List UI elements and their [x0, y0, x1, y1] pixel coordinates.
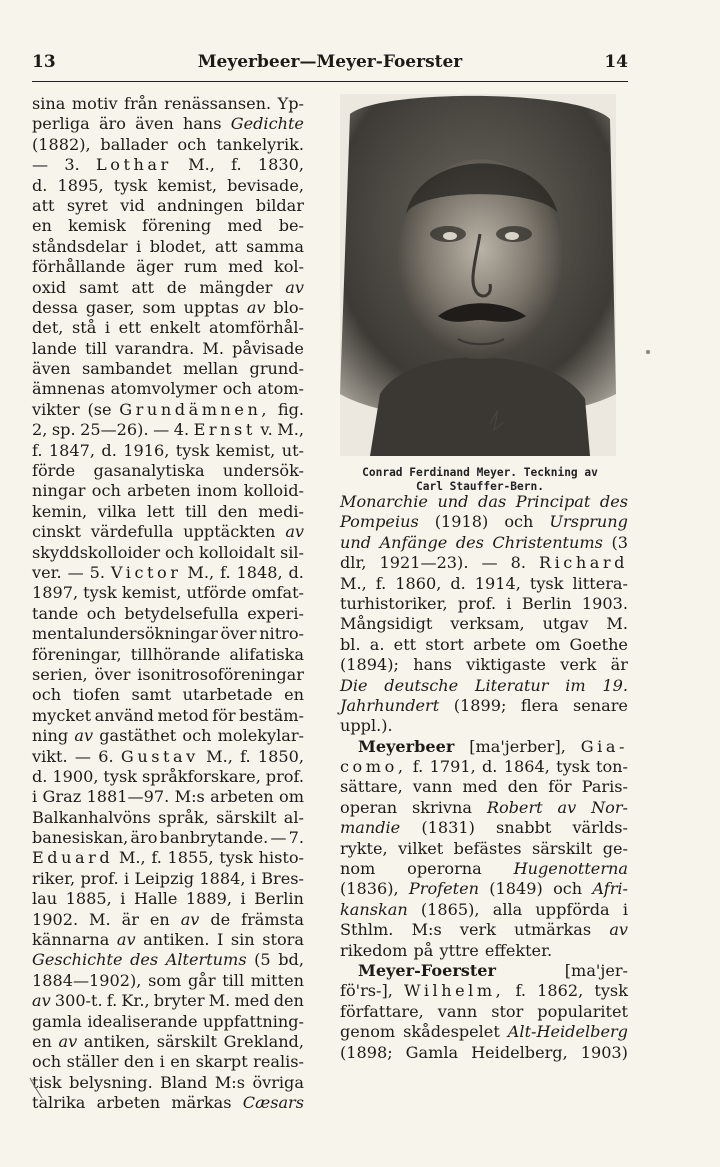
right-page-number: 14	[604, 52, 628, 72]
left-text-line: 1897, tysk kemist, utförde omfat-	[32, 583, 304, 603]
left-text-line: Geschichte des Altertums (5 bd,	[32, 950, 304, 970]
left-text-line: och ställer den i en skarpt realis-	[32, 1052, 304, 1072]
left-text-line: och tiofen samt utarbetade en	[32, 685, 304, 705]
left-text-line: lau 1885, i Halle 1889, i Berlin	[32, 889, 304, 909]
right-text-line: Meyerbeer [ma'jerber], Gia-	[358, 736, 628, 756]
right-text-line: sättare, vann med den för Paris-	[340, 777, 628, 797]
right-column	[340, 492, 628, 1063]
left-text-line: förhållande äger rum med kol-	[32, 257, 304, 277]
right-text-line: Sthlm. M:s verk utmärkas av	[340, 920, 628, 940]
left-text-line: ämnenas atomvolymer och atom-	[32, 379, 304, 399]
left-text-line: banesiskan, äro banbrytande. — 7.	[32, 828, 304, 848]
left-text-line: tisk belysning. Bland M:s övriga	[32, 1072, 304, 1092]
left-text-line: lande till varandra. M. påvisade	[32, 338, 304, 358]
portrait-drawing	[340, 94, 616, 456]
left-text-line: kännarna av antiken. I sin stora	[32, 930, 304, 950]
right-text-line: dlr, 1921—23). — 8. Richard	[340, 553, 628, 573]
right-text-line: kanskan (1865), alla uppförda i	[340, 899, 628, 919]
right-text-line: (1894); hans viktigaste verk är	[340, 655, 628, 675]
left-text-line: även sambandet mellan grund-	[32, 359, 304, 379]
portrait-caption	[330, 466, 630, 494]
right-text-line: rykte, vilket befästes särskilt ge-	[340, 838, 628, 858]
left-text-line: Eduard M., f. 1855, tysk histo-	[32, 848, 304, 868]
right-text-line: författare, vann stor popularitet	[340, 1001, 628, 1021]
left-text-line: sina motiv från renässansen. Yp-	[32, 94, 304, 113]
left-text-line: dessa gaser, som upptas av blo-	[32, 297, 304, 317]
left-page-number: 13	[32, 52, 56, 72]
right-text-line: (1898; Gamla Heidelberg, 1903)	[340, 1042, 628, 1062]
right-text-line: mandie (1831) snabbt världs-	[340, 818, 628, 838]
right-text-line: turhistoriker, prof. i Berlin 1903.	[340, 593, 628, 613]
left-text-line: serien, över isonitrosoföreningar	[32, 664, 304, 684]
left-text-line: att syret vid andningen bildar	[32, 195, 304, 215]
left-text-line: vikter (se Grundämnen, fig.	[32, 399, 304, 419]
left-text-line: talrika arbeten märkas Cæsars	[32, 1093, 304, 1113]
right-text-line: M., f. 1860, d. 1914, tysk littera-	[340, 573, 628, 593]
right-text-line: genom skådespelet Alt-Heidelberg	[340, 1022, 628, 1042]
left-text-line: i Graz 1881—97. M:s arbeten om	[32, 787, 304, 807]
right-text-line: Jahrhundert (1899; flera senare	[340, 695, 628, 715]
left-text-line: gamla idealiserande uppfattning-	[32, 1011, 304, 1031]
right-text-line: (1836), Profeten (1849) och Afri-	[340, 879, 628, 899]
left-text-line: förde gasanalytiska undersök-	[32, 461, 304, 481]
right-text-line: Meyer-Foerster [ma'jer-	[358, 960, 628, 980]
left-text-line: en kemisk förening med be-	[32, 216, 304, 236]
left-text-line: föreningar, tillhörande alifatiska	[32, 644, 304, 664]
right-text-line: uppl.).	[340, 716, 393, 736]
left-text-line: ver. — 5. Victor M., f. 1848, d.	[32, 562, 304, 582]
left-text-line: perliga äro även hans Gedichte	[32, 114, 304, 134]
right-text-line: nom operorna Hugenotterna	[340, 859, 628, 879]
running-title: Meyerbeer—Meyer-Foerster	[197, 52, 463, 72]
left-text-line: d. 1895, tysk kemist, bevisade,	[32, 175, 304, 195]
left-text-line: 2, sp. 25—26). — 4. Ernst v. M.,	[32, 420, 304, 440]
left-text-line: Balkanhalvöns språk, särskilt al-	[32, 807, 304, 827]
left-text-line: riker, prof. i Leipzig 1884, i Bres-	[32, 868, 304, 888]
left-text-line: mycket använd metod för bestäm-	[32, 705, 304, 725]
left-text-line: 1902. M. är en av de främsta	[32, 909, 304, 929]
right-text-line: Monarchie und das Principat des	[340, 492, 628, 511]
left-text-line: en av antiken, särskilt Grekland,	[32, 1031, 304, 1051]
left-text-line: mentalundersökningar över nitro-	[32, 624, 304, 644]
right-text-line: como, f. 1791, d. 1864, tysk ton-	[340, 757, 628, 777]
left-text-line: d. 1900, tysk språkforskare, prof.	[32, 766, 304, 786]
left-text-line: vikt. — 6. Gustav M., f. 1850,	[32, 746, 304, 766]
left-text-line: — 3. Lothar M., f. 1830,	[32, 155, 304, 175]
left-text-line: det, stå i ett enkelt atomförhål-	[32, 318, 304, 338]
caption-line-1: Conrad Ferdinand Meyer. Teckning av	[362, 466, 598, 479]
right-text-line: Pompeius (1918) och Ursprung	[340, 512, 628, 532]
left-text-line: 1884—1902), som går till mitten	[32, 970, 304, 990]
left-text-line: f. 1847, d. 1916, tysk kemist, ut-	[32, 440, 304, 460]
right-text-line: und Anfänge des Christentums (3	[340, 532, 628, 552]
left-text-line: cinskt värdefulla upptäckten av	[32, 522, 304, 542]
left-text-line: ståndsdelar i blodet, att samma	[32, 236, 304, 256]
right-text-line: fö'rs-], Wilhelm, f. 1862, tysk	[340, 981, 628, 1001]
left-text-line: tande och betydelsefulla experi-	[32, 603, 304, 623]
left-text-line: skyddskolloider och kolloidalt sil-	[32, 542, 304, 562]
right-text-line: Die deutsche Literatur im 19.	[340, 675, 628, 695]
running-header	[32, 52, 628, 72]
left-text-line: ning av gastäthet och molekylar-	[32, 726, 304, 746]
portrait-sketch	[340, 94, 616, 456]
left-text-line: av 300-t. f. Kr., bryter M. med den	[32, 991, 304, 1011]
left-text-line: ningar och arbeten inom kolloid-	[32, 481, 304, 501]
right-text-line: operan skrivna Robert av Nor-	[340, 797, 628, 817]
left-text-line: kemin, vilka lett till den medi-	[32, 501, 304, 521]
caption-line-2: Carl Stauffer-Bern.	[416, 480, 544, 493]
left-column	[32, 94, 304, 1114]
header-rule	[32, 81, 628, 82]
right-text-line: bl. a. ett stort arbete om Goethe	[340, 634, 628, 654]
left-text-line: oxid samt att de mängder av	[32, 277, 304, 297]
right-text-line: rikedom på yttre effekter.	[340, 940, 553, 960]
left-text-line: (1882), ballader och tankelyrik.	[32, 134, 304, 154]
right-text-line: Mångsidigt verksam, utgav M.	[340, 614, 628, 634]
